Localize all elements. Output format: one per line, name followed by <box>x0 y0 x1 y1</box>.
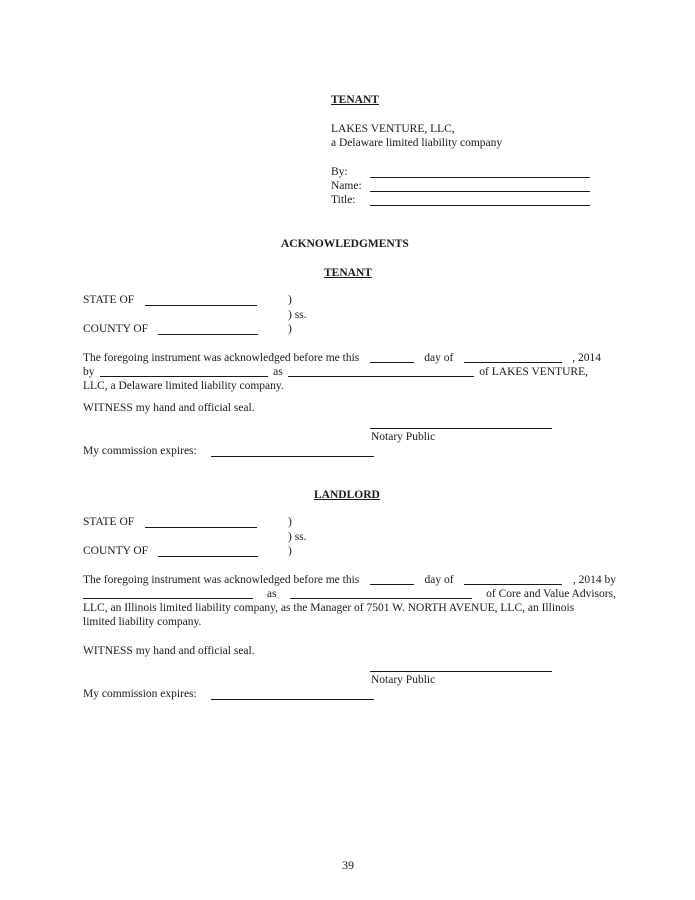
landlord-paren-top: ) <box>288 516 292 528</box>
tenant-state-label: STATE OF <box>83 294 135 306</box>
landlord-state-label: STATE OF <box>83 516 135 528</box>
landlord-ack-line-2 <box>83 587 616 601</box>
page-number: 39 <box>342 858 354 872</box>
landlord-day-of: day of <box>424 574 454 586</box>
tenant-state-field[interactable] <box>145 305 257 306</box>
tenant-ack-heading: TENANT <box>324 267 372 279</box>
landlord-ack-heading: LANDLORD <box>314 489 380 501</box>
landlord-of-entity: of Core and Value Advisors, <box>486 588 616 600</box>
landlord-commission-field[interactable] <box>211 699 374 700</box>
title-signature-line[interactable] <box>370 205 590 206</box>
tenant-day-of: day of <box>424 352 454 364</box>
tenant-paren-top: ) <box>288 294 292 306</box>
landlord-notary-label: Notary Public <box>371 674 436 686</box>
landlord-ack-line-4: limited liability company. <box>83 616 202 628</box>
tenant-ack-line-2 <box>83 365 588 379</box>
landlord-as: as <box>266 588 277 600</box>
landlord-state-field[interactable] <box>145 527 257 528</box>
name-label: Name: <box>331 180 362 192</box>
tenant-notary-label: Notary Public <box>371 431 436 443</box>
landlord-ss: ) ss. <box>288 531 307 543</box>
title-label: Title: <box>331 194 356 206</box>
tenant-signature-heading: TENANT <box>331 94 379 106</box>
tenant-entity-description: a Delaware limited liability company <box>331 137 503 149</box>
tenant-witness: WITNESS my hand and official seal. <box>83 402 255 414</box>
name-signature-line[interactable] <box>370 191 590 192</box>
tenant-by: by <box>83 366 95 378</box>
tenant-year: , 2014 <box>572 352 601 364</box>
landlord-as-field[interactable] <box>290 587 472 599</box>
landlord-witness: WITNESS my hand and official seal. <box>83 645 255 657</box>
landlord-ack-line-1 <box>83 573 616 587</box>
tenant-notary-signature-line[interactable] <box>370 428 552 429</box>
tenant-as-field[interactable] <box>288 365 474 377</box>
tenant-ss: ) ss. <box>288 309 307 321</box>
landlord-day-field[interactable] <box>370 573 414 585</box>
tenant-by-field[interactable] <box>100 365 268 377</box>
tenant-as: as <box>273 366 283 378</box>
landlord-year: , 2014 by <box>572 574 616 586</box>
tenant-ack-line-3: LLC, a Delaware limited liability company. <box>83 380 284 392</box>
tenant-commission-label: My commission expires: <box>83 445 197 457</box>
by-label: By: <box>331 166 348 178</box>
landlord-ack-text: The foregoing instrument was acknowledged before me this <box>83 574 360 586</box>
landlord-ack-line-3: LLC, an Illinois limited liability company, as the Manager of 7501 W. NORTH AVENUE, LLC, an Illinois <box>83 602 575 614</box>
tenant-day-field[interactable] <box>370 351 414 363</box>
landlord-month-field[interactable] <box>464 573 562 585</box>
landlord-notary-signature-line[interactable] <box>370 671 552 672</box>
tenant-ack-text: The foregoing instrument was acknowledged before me this <box>83 352 360 364</box>
landlord-commission-label: My commission expires: <box>83 688 197 700</box>
tenant-entity-name: LAKES VENTURE, LLC, <box>331 123 455 135</box>
landlord-county-field[interactable] <box>158 556 258 557</box>
tenant-paren-bottom: ) <box>288 323 292 335</box>
by-signature-line[interactable] <box>370 177 590 178</box>
tenant-of-entity: of LAKES VENTURE, <box>479 366 588 378</box>
landlord-county-label: COUNTY OF <box>83 545 149 557</box>
tenant-ack-line-1 <box>83 351 601 365</box>
tenant-month-field[interactable] <box>464 351 562 363</box>
landlord-paren-bottom: ) <box>288 545 292 557</box>
tenant-county-label: COUNTY OF <box>83 323 149 335</box>
acknowledgments-heading: ACKNOWLEDGMENTS <box>281 238 409 250</box>
tenant-county-field[interactable] <box>158 334 258 335</box>
tenant-commission-field[interactable] <box>211 456 374 457</box>
landlord-name-field[interactable] <box>83 587 253 599</box>
